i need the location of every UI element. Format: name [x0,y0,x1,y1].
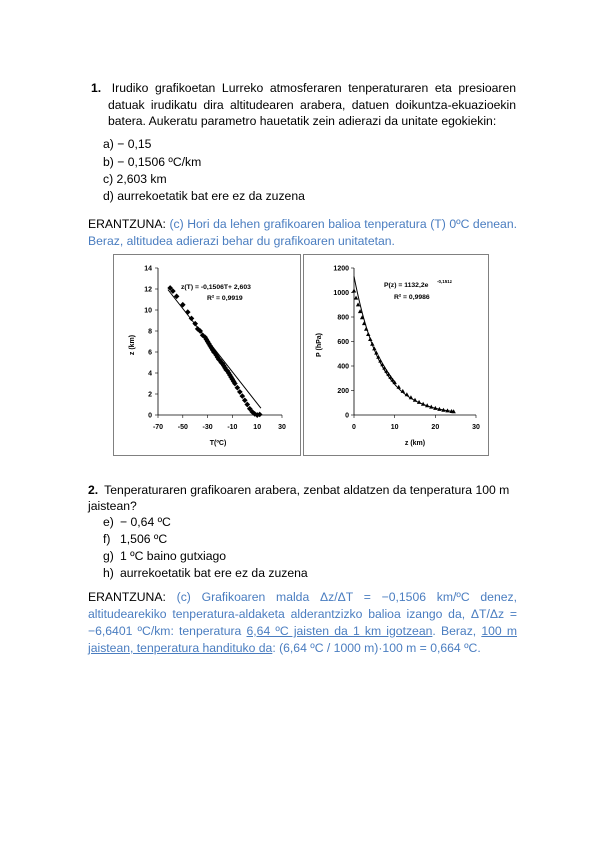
pres-y-label: P (hPa) [316,333,323,357]
option-h-label: h) [103,566,114,580]
pres-y-tick-label: 200 [337,388,349,395]
option-d: d) aurrekoetatik bat ere ez da zuzena [103,189,305,203]
question-2-text: Tenperaturaren grafikoaren arabera, zenbat aldatzen da tenperatura 100 m jaistean? [88,483,510,513]
temp-x-tick-label: -30 [202,424,213,431]
option-g-text: 1 ºC baino gutxiago [120,549,227,563]
question-2 [88,482,518,514]
pres-data-point [352,289,356,293]
pres-equation-exponent: -0,151z [437,279,453,284]
pres-y-tick-label: 400 [337,363,349,371]
temp-x-label: T(ºC) [209,440,227,447]
temp-y-tick-label: 6 [148,349,152,357]
pres-data-point [366,332,370,336]
option-b: b) − 0,1506 ºC/km [103,155,202,169]
answer-1-label: ERANTZUNA: [88,217,166,231]
temp-equation: z(T) = -0,1506T+ 2,603 [181,284,251,291]
temp-x-tick-label: -50 [177,424,188,431]
pres-x-tick-label: 0 [352,424,356,431]
question-1-text-line1: Irudiko grafikoetan Lurreko atmosferaren tenperaturaren eta presioaren [111,81,516,95]
option-g [103,549,226,563]
answer-2-label: ERANTZUNA: [88,590,166,604]
temperature-chart-frame [113,254,301,456]
pres-x-tick-label: 20 [431,424,440,431]
temp-y-tick-label: 10 [144,307,152,315]
pres-equation: P(z) = 1132,2e [384,282,429,289]
answer-2-part1: (c) Grafikoaren malda Δz/ΔT = −0,1506 km/ºC denez, altitudearekiko tenperatura-aldaketa alderantzizko balioa izango da, ΔT/Δz = −6,6401 ºC/km: tenperatura [88,590,517,638]
temp-fit-line [168,290,261,409]
option-f-text: 1,506 ºC [120,532,168,546]
pres-data-point [354,296,358,300]
option-c: c) 2,603 km [103,172,167,186]
pres-data-point [368,337,372,341]
option-a: a) − 0,15 [103,137,152,151]
temp-y-label: z (km) [129,334,136,356]
option-e-text: − 0,64 ºC [120,515,171,529]
temp-r-squared: R² = 0,9919 [207,295,243,302]
answer-1 [88,216,517,250]
question-1-line2: datuak irudikatu dira altitudearen arabera, datuen doikuntza-ekuazioekin [108,97,516,112]
temp-y-tick-label: 0 [148,412,152,420]
pres-x-tick-label: 10 [390,424,399,431]
temp-y-tick-label: 8 [148,328,152,336]
option-e-label: e) [103,515,114,529]
option-h [103,566,308,580]
answer-1-text: (c) Hori da lehen grafikoaren balioa tenperatura (T) 0ºC denean. Beraz, altitudea adierazi behar du grafikoaren unitatetan. [88,217,517,248]
option-f-label: f) [103,532,111,546]
question-1-number: 1. [91,81,102,95]
pressure-chart-frame [303,254,489,456]
option-f [103,532,167,546]
answer-2-part3: : (6,64 ºC / 1000 m)·100 m = 0,664 ºC. [272,641,481,655]
pres-y-tick-label: 1200 [333,265,349,273]
pres-x-tick-label: 30 [472,424,480,431]
temp-y-tick-label: 14 [144,265,152,273]
answer-2-underline2: 100 m jaistean, tenperatura handituko da [88,624,517,655]
option-g-label: g) [103,549,114,563]
pressure-chart [304,255,488,455]
answer-2 [88,589,517,657]
pres-data-point [362,321,366,325]
pres-y-tick-label: 800 [337,314,349,322]
option-h-text: aurrekoetatik bat ere ez da zuzena [120,566,308,580]
question-1-line3: batera. Aukeratu parametro hauetatik zein adierazi da unitate egokiekin: [108,114,497,129]
answer-2-underline1: 6,64 ºC jaisten da 1 km igotzean [246,624,433,638]
pres-x-label: z (km) [404,440,426,447]
temp-x-tick-label: 30 [278,424,286,431]
pres-y-tick-label: 600 [337,339,349,346]
option-e [103,515,171,529]
temp-x-tick-label: -70 [152,424,164,431]
pres-y-tick-label: 1000 [333,290,349,297]
answer-2-part2: . Beraz, [432,624,482,638]
temp-x-tick-label: -10 [227,424,238,431]
question-1-line1 [91,80,516,97]
temp-y-tick-label: 2 [148,391,152,399]
temperature-chart [114,255,300,455]
pres-data-point [364,327,368,331]
temp-y-tick-label: 12 [144,286,152,294]
temp-x-tick-label: 10 [253,424,262,431]
pres-y-tick-label: 0 [345,412,349,420]
temp-y-tick-label: 4 [148,370,152,378]
pres-r-squared: R² = 0,9986 [394,294,430,301]
pres-data-point [370,342,374,346]
question-1 [91,80,516,130]
question-2-number: 2. [88,483,99,497]
